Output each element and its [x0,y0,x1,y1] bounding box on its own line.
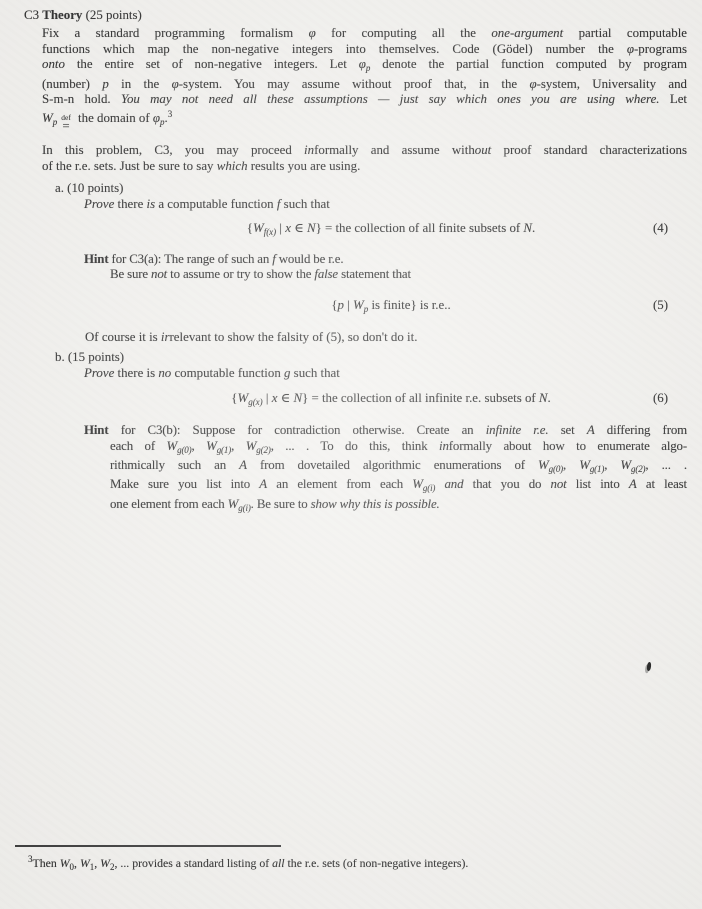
equation-6-tag: (6) [652,391,668,406]
footnote-rule [15,845,281,847]
intro-paragraph: Fix a standard programming formalism φ for computing all the one-argument partial computable functions which map the non-negative integers into themselves. Code (Gödel) number the φ-programs onto the entire set of non-negative integers. Let $\varphi_p$ denote the partial function computed by program (number) p in the φ-system. You may assume without proof that, in the φ-system, Universality and S-m-n hold. You may not need all these assumptions — just say which ones you are using where. Let $W_p$ def = the domain of $\varphi_p.^3$ [42,26,688,134]
ink-speck [646,662,651,671]
item-a-statement: Prove there is a computable function f such that [84,196,330,211]
item-a-remark: Of course it is irrelevant to show the falsity of (5), so don't do it. [85,329,418,344]
informal-note-paragraph: In this problem, C3, you may proceed informally and assume without proof standard characterizations of the r.e. sets. Just be sure to say which results you are using. [42,143,687,173]
equation-5-tag: (5) [652,297,668,312]
item-b-label: b. (15 points) [55,350,125,365]
equation-6 [80,390,702,411]
footnote-text: $^3$Then $W_0$, $W_1$, $W_2$, ... provides a standard listing of all the r.e. sets (of non-negative integers). [28,854,469,872]
item-b-statement: Prove there is no computable function g such that [84,365,340,380]
problem-heading: C3 Theory (25 points) [24,8,142,22]
footnote [15,845,675,874]
equation-4-tag: (4) [652,221,668,236]
item-a-label: a. (10 points) [55,181,124,196]
hint-c3b: Hint for C3(b): Suppose for contradiction otherwise. Create an infinite r.e. set A differing from each of $W_{g(0)}$, $W_{g(1)}$, $W_{g(2)}$, ... . To do this, think informally about how to enumerate algo- rithmically such an A from dovetailed algorithmic enumerations of $W_{g(0)}$, $W_{g(1)}$, $W_{g(2)}$, ... . Make sure you list into A an element from each $W_{g(i)}$ and that you do not list into A at least one element from each $W_{g(i)}$. Be sure to show why this is possible. [84,423,688,513]
equation-4 [80,220,702,241]
equation-4-body: {$W_{f(x)}$ | x ∈ N} = the collection of all finite subsets of N. [246,221,536,238]
equation-5 [80,297,702,318]
equation-6-body: {$W_{g(x)}$ | x ∈ N} = the collection of all infinite r.e. subsets of N. [231,391,551,408]
equation-5-body: {p | $W_p$ is finite} is r.e.. [331,297,451,314]
hint-c3a: Hint for C3(a): The range of such an f would be r.e. Be sure not to assume or try to show the false statement that [84,252,411,282]
